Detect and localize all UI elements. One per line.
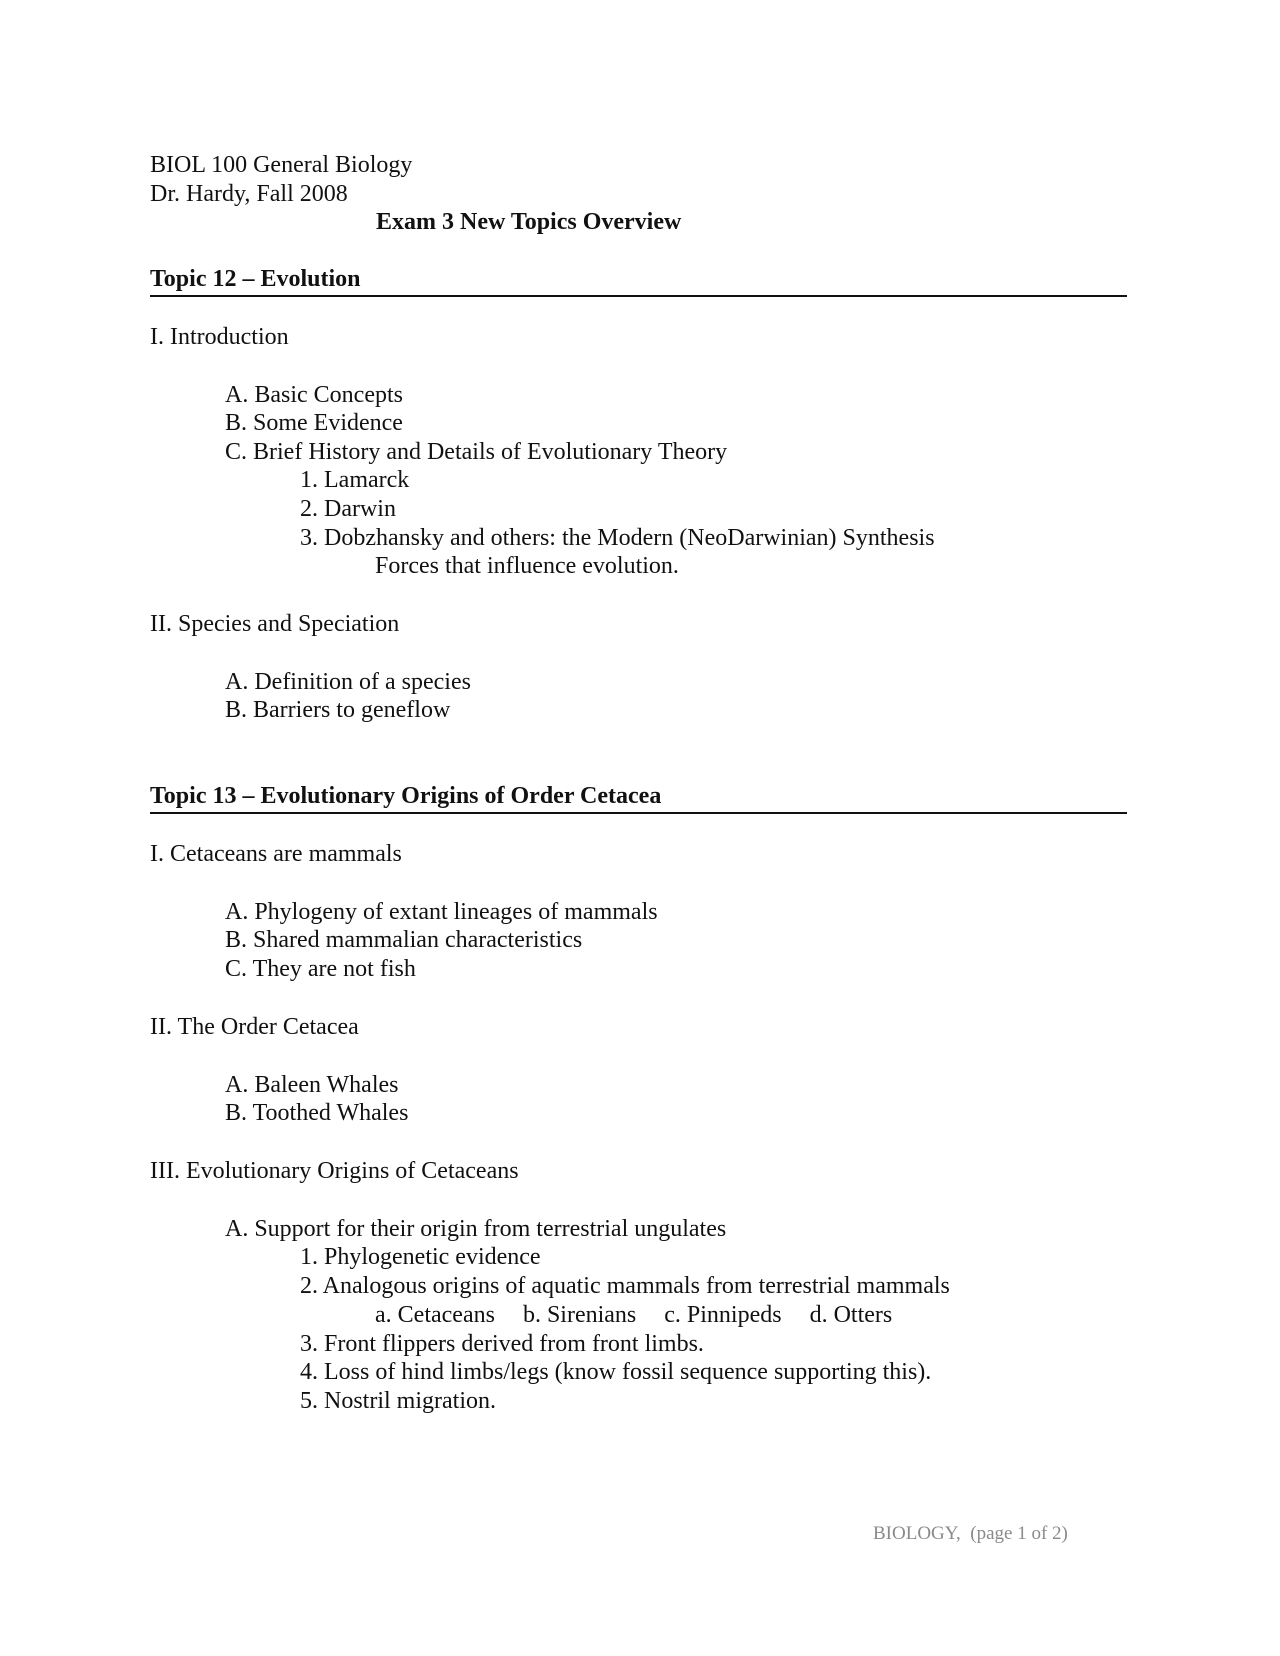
t13-item-3a4: 4. Loss of hind limbs/legs (know fossil sequence supporting this). (300, 1359, 932, 1385)
t12-item-1c1: 1. Lamarck (300, 467, 410, 493)
aquatic-mammal-groups (375, 1301, 914, 1329)
t13-item-2b: B. Toothed Whales (225, 1100, 409, 1126)
t13-item-1c: C. They are not fish (225, 956, 416, 982)
topic-13-heading: Topic 13 – Evolutionary Origins of Order Cetacea (150, 782, 1127, 814)
t13-item-3a2: 2. Analogous origins of aquatic mammals from terrestrial mammals (300, 1273, 950, 1299)
page-footer: BIOLOGY, (page 1 of 2) (873, 1523, 1068, 1544)
t12-item-1c3: 3. Dobzhansky and others: the Modern (NeoDarwinian) Synthesis (300, 525, 935, 551)
t13-item-3a5: 5. Nostril migration. (300, 1388, 496, 1414)
t12-item-2b: B. Barriers to geneflow (225, 697, 451, 723)
document-title: Exam 3 New Topics Overview (376, 209, 682, 235)
instructor-term: Dr. Hardy, Fall 2008 (150, 181, 348, 207)
topic-12-heading: Topic 12 – Evolution (150, 265, 1127, 297)
group-pinnipeds: c. Pinnipeds (664, 1302, 782, 1328)
t12-item-2a: A. Definition of a species (225, 669, 471, 695)
t13-item-2a: A. Baleen Whales (225, 1072, 399, 1098)
t12-item-1c3-note: Forces that influence evolution. (375, 553, 679, 579)
group-cetaceans: a. Cetaceans (375, 1302, 495, 1328)
t13-section-2: II. The Order Cetacea (150, 1014, 359, 1040)
t12-section-1: I. Introduction (150, 324, 289, 350)
group-otters: d. Otters (809, 1302, 893, 1328)
t13-item-3a3: 3. Front flippers derived from front limbs. (300, 1331, 704, 1357)
t13-item-3a: A. Support for their origin from terrestrial ungulates (225, 1216, 727, 1242)
t12-item-1c: C. Brief History and Details of Evolutionary Theory (225, 439, 728, 465)
t13-item-1b: B. Shared mammalian characteristics (225, 927, 583, 953)
t12-section-2: II. Species and Speciation (150, 611, 400, 637)
t12-item-1a: A. Basic Concepts (225, 382, 403, 408)
t13-section-3: III. Evolutionary Origins of Cetaceans (150, 1158, 519, 1184)
group-sirenians: b. Sirenians (522, 1302, 637, 1328)
course-title: BIOL 100 General Biology (150, 152, 413, 178)
t12-item-1b: B. Some Evidence (225, 410, 403, 436)
t13-item-3a1: 1. Phylogenetic evidence (300, 1244, 541, 1270)
t13-item-1a: A. Phylogeny of extant lineages of mammals (225, 899, 658, 925)
t12-item-1c2: 2. Darwin (300, 496, 396, 522)
t13-section-1: I. Cetaceans are mammals (150, 841, 402, 867)
